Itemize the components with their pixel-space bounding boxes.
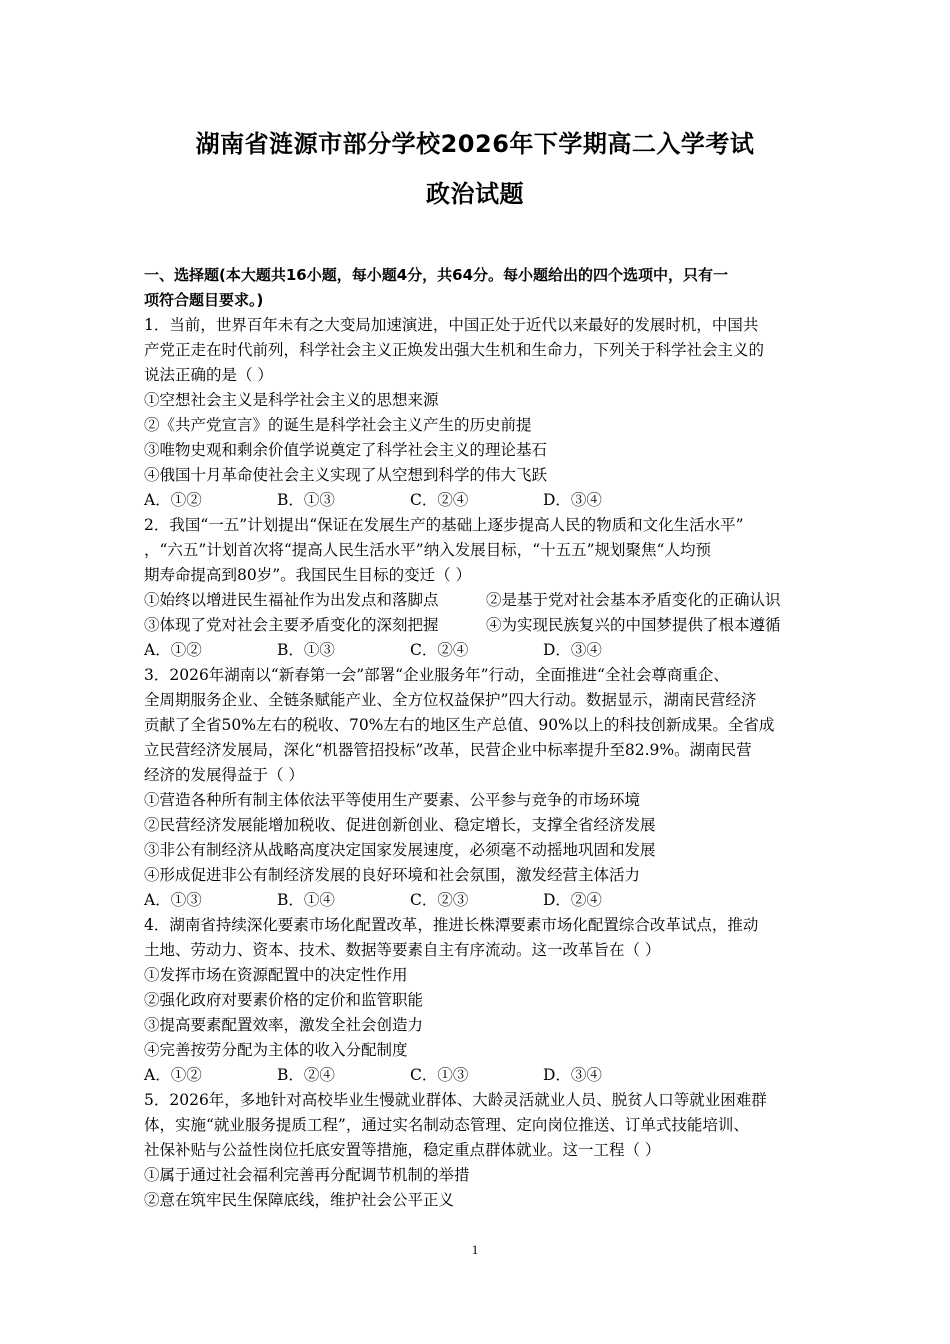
question-stem: 1．当前，世界百年未有之大变局加速演进，中国正处于近代以来最好的发展时机，中国共 <box>144 316 759 334</box>
option-b: B．①④ <box>277 891 335 909</box>
statement-item: ②民营经济发展能增加税收、促进创新创业、稳定增长，支撑全省经济发展 <box>144 816 656 834</box>
option-b: B．①③ <box>277 641 335 659</box>
statement-item: ①营造各种所有制主体依法平等使用生产要素、公平参与竞争的市场环境 <box>144 791 641 809</box>
question-stem: 经济的发展得益于（ ） <box>144 766 304 784</box>
statement-item: ②意在筑牢民生保障底线，维护社会公平正义 <box>144 1191 455 1209</box>
question-stem: 期寿命提高到80岁”。我国民生目标的变迁（ ） <box>144 566 472 584</box>
statement-item: ①空想社会主义是科学社会主义的思想来源 <box>144 391 439 409</box>
question-stem: ，“六五”计划首次将“提高人民生活水平”纳入发展目标，“十五五”规划聚焦“人均预 <box>144 541 711 559</box>
statement-item: ①发挥市场在资源配置中的决定性作用 <box>144 966 408 984</box>
statement-item: ③唯物史观和剩余价值学说奠定了科学社会主义的理论基石 <box>144 441 548 459</box>
statement-pair <box>144 613 814 638</box>
statement-item: ①属于通过社会福利完善再分配调节机制的举措 <box>144 1166 470 1184</box>
question-stem: 2．我国“一五”计划提出“保证在发展生产的基础上逐步提高人民的物质和文化生活水平” <box>144 516 744 534</box>
question-1 <box>144 313 814 513</box>
option-d: D．③④ <box>543 641 602 659</box>
option-b: B．②④ <box>277 1066 335 1084</box>
statement-item: ②《共产党宣言》的诞生是科学社会主义产生的历史前提 <box>144 416 532 434</box>
option-a: A．①② <box>144 1066 202 1084</box>
question-2 <box>144 513 814 663</box>
statement-item: ②是基于党对社会基本矛盾变化的正确认识 <box>486 591 781 609</box>
option-a: A．①③ <box>144 891 202 909</box>
statement-item: ③提高要素配置效率，激发全社会创造力 <box>144 1016 424 1034</box>
question-stem: 产党正走在时代前列，科学社会主义正焕发出强大生机和生命力，下列关于科学社会主义的 <box>144 341 765 359</box>
exam-title: 湖南省涟源市部分学校2026年下学期高二入学考试 <box>195 130 755 158</box>
option-d: D．③④ <box>543 491 602 509</box>
option-c: C．②④ <box>410 641 469 659</box>
option-d: D．③④ <box>543 1066 602 1084</box>
question-3 <box>144 663 814 913</box>
statement-item: ④俄国十月革命使社会主义实现了从空想到科学的伟大飞跃 <box>144 466 548 484</box>
section-heading-cont: 项符合题目要求。) <box>144 291 264 309</box>
answer-options <box>144 488 814 513</box>
question-stem: 说法正确的是（ ） <box>144 366 273 384</box>
question-4 <box>144 913 814 1088</box>
option-b: B．①③ <box>277 491 335 509</box>
question-stem: 5．2026年，多地针对高校毕业生慢就业群体、大龄灵活就业人员、脱贫人口等就业困难群 <box>144 1091 767 1109</box>
option-a: A．①② <box>144 641 202 659</box>
option-a: A．①② <box>144 491 202 509</box>
exam-content <box>144 263 814 1213</box>
answer-options <box>144 1063 814 1088</box>
option-c: C．①③ <box>410 1066 469 1084</box>
statement-item: ②强化政府对要素价格的定价和监管职能 <box>144 991 424 1009</box>
statement-item: ④完善按劳分配为主体的收入分配制度 <box>144 1041 408 1059</box>
question-stem: 土地、劳动力、资本、技术、数据等要素自主有序流动。这一改革旨在（ ） <box>144 941 661 959</box>
question-stem: 全周期服务企业、全链条赋能产业、全方位权益保护”四大行动。数据显示，湖南民营经济 <box>144 691 757 709</box>
question-stem: 贡献了全省50%左右的税收、70%左右的地区生产总值、90%以上的科技创新成果。全省成 <box>144 716 775 734</box>
statement-item: ③体现了党对社会主要矛盾变化的深刻把握 <box>144 616 439 634</box>
statement-item: ③非公有制经济从战略高度决定国家发展速度，必须毫不动摇地巩固和发展 <box>144 841 656 859</box>
question-stem: 体，实施“就业服务提质工程”，通过实名制动态管理、定向岗位推送、订单式技能培训、 <box>144 1116 749 1134</box>
question-stem: 立民营经济发展局，深化“机器管招投标”改革，民营企业中标率提升至82.9%。湖南民营 <box>144 741 752 759</box>
statement-pair <box>144 588 814 613</box>
question-5 <box>144 1088 814 1213</box>
answer-options <box>144 638 814 663</box>
option-c: C．②③ <box>410 891 469 909</box>
question-stem: 3．2026年湖南以“新春第一会”部署“企业服务年”行动，全面推进“全社会尊商重企、 <box>144 666 729 684</box>
option-d: D．②④ <box>543 891 602 909</box>
statement-item: ④形成促进非公有制经济发展的良好环境和社会氛围，激发经营主体活力 <box>144 866 641 884</box>
answer-options <box>144 888 814 913</box>
option-c: C．②④ <box>410 491 469 509</box>
question-stem: 4．湖南省持续深化要素市场化配置改革，推进长株潭要素市场化配置综合改革试点，推动 <box>144 916 759 934</box>
question-stem: 社保补贴与公益性岗位托底安置等措施，稳定重点群体就业。这一工程（ ） <box>144 1141 661 1159</box>
statement-item: ①始终以增进民生福祉作为出发点和落脚点 <box>144 591 439 609</box>
statement-item: ④为实现民族复兴的中国梦提供了根本遵循 <box>486 616 781 634</box>
section-heading: 一、选择题(本大题共16小题，每小题4分，共64分。每小题给出的四个选项中，只有一 <box>144 266 729 284</box>
exam-subtitle: 政治试题 <box>426 180 524 208</box>
page-number: 1 <box>471 1242 479 1257</box>
